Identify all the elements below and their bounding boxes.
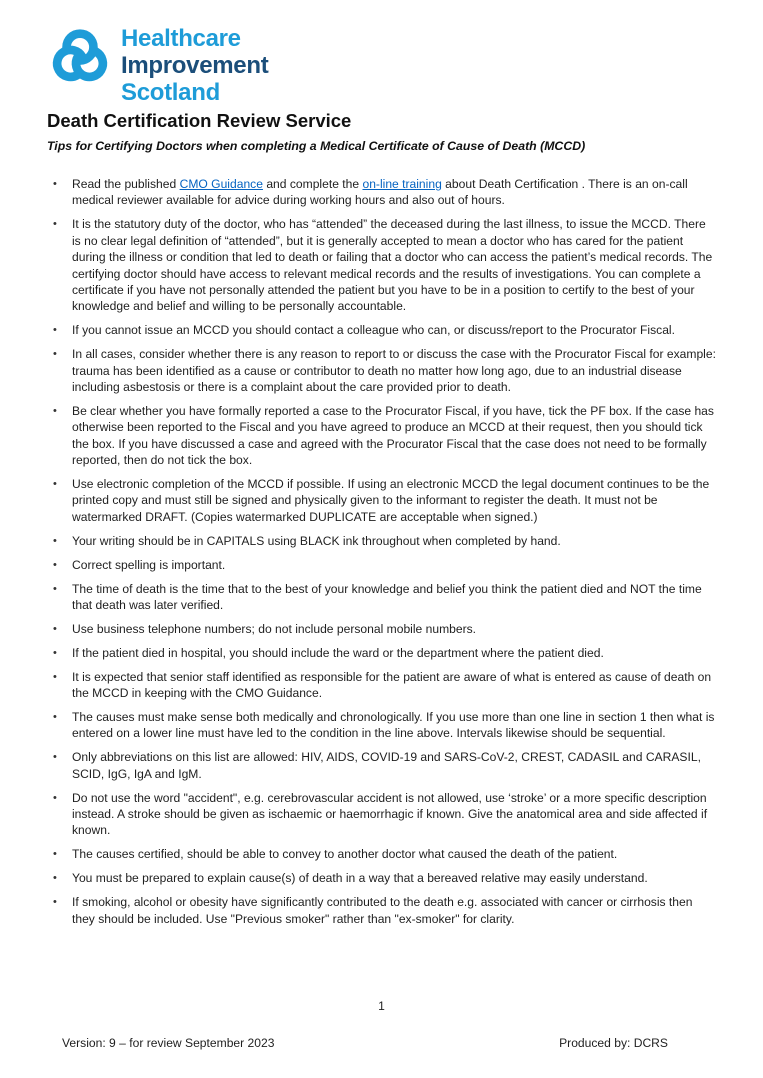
logo-word-healthcare: Healthcare: [121, 25, 241, 52]
page-title: Death Certification Review Service: [47, 110, 352, 131]
tip-text: Be clear whether you have formally reported a case to the Procurator Fiscal, if you have, tick the PF box. If the case has otherwise been reported to the Fiscal and you have agreed to produce an MCCD at their request, then you should tick the box. If you have discussed a case and agreed with the Procurator Fiscal that the case does not need to be formally reported, then do not tick the box.: [72, 403, 714, 468]
logo-word-scotland: Scotland: [121, 79, 220, 106]
tip-text: You must be prepared to explain cause(s) of death in a way that a bereaved relative may easily understand.: [72, 871, 648, 886]
tip-item: [47, 749, 717, 782]
tip-text: Use electronic completion of the MCCD if possible. If using an electronic MCCD the legal document continues to be the printed copy and must still be signed and physically given to the informant to register the death. It must not be watermarked DRAFT. (Copies watermarked DUPLICATE are acceptable when signed.): [72, 477, 710, 524]
tip-item: [47, 790, 717, 839]
tip-text: Do not use the word "accident", e.g. cerebrovascular accident is not allowed, use ‘stroke’ or a more specific description instead. A stroke should be given as ischaemic or haemorrhagic if known. Give the anatomical area and side affected if known.: [72, 790, 708, 838]
tip-text: It is the statutory duty of the doctor, who has “attended” the deceased during the last illness, to issue the MCCD. There is no clear legal definition of “attended”, but it is generally accepted to mean a doctor who has cared for the patient during the illness or condition that led to death or failing that a doctor who can access the patient’s medical records. The certifying doctor should have access to relevant medical records and the results of investigations. You can complete a certificate if you have not personally attended the patient but you have to be in a position to certify to the best of your knowledge and belief and willing to be personally accountable.: [72, 217, 713, 314]
tip-text: and complete the: [262, 177, 363, 191]
tip-item: [47, 581, 717, 614]
footer-version: Version: 9 – for review September 2023: [62, 1036, 275, 1050]
tip-item: [47, 894, 717, 927]
tip-item: [47, 846, 717, 862]
logo: [46, 25, 268, 106]
footer-produced-by: Produced by: DCRS: [559, 1036, 668, 1050]
page-subtitle: Tips for Certifying Doctors when completing a Medical Certificate of Cause of Death (MCCD): [47, 139, 586, 153]
tip-text: Your writing should be in CAPITALS using BLACK ink throughout when completed by hand.: [72, 533, 561, 548]
tip-text: The causes must make sense both medically and chronologically. If you use more than one line in section 1 then what is entered on a lower line must have led to the condition in the line above. Intervals likewise should be sequential.: [72, 709, 715, 741]
page-number: 1: [378, 999, 385, 1013]
tip-text: The causes certified, should be able to convey to another doctor what caused the death of the patient.: [72, 847, 618, 862]
tip-text: Correct spelling is important.: [72, 557, 226, 572]
logo-word-improvement: Improvement: [121, 52, 269, 79]
tip-item: [47, 557, 717, 573]
tip-text: Use business telephone numbers; do not include personal mobile numbers.: [72, 621, 477, 636]
tip-item: [47, 322, 717, 338]
his-knot-icon: [46, 26, 114, 90]
tip-item: [47, 216, 717, 314]
logo-wordmark: [121, 25, 268, 106]
online-training-link[interactable]: on-line training: [362, 177, 442, 191]
tip-text: If you cannot issue an MCCD you should contact a colleague who can, or discuss/report to the Procurator Fiscal.: [72, 323, 675, 338]
cmo-guidance-link[interactable]: CMO Guidance: [179, 177, 263, 191]
tip-item: [47, 476, 717, 525]
footer: [62, 1036, 668, 1050]
tips-list: [47, 176, 717, 934]
tip-item: [47, 645, 717, 661]
tip-item: [47, 533, 717, 549]
tip-text: If the patient died in hospital, you should include the ward or the department where the patient died.: [72, 645, 604, 660]
tip-text: about Death Certification . There is an on-call medical reviewer available for advice during working hours and also out of hours.: [72, 177, 688, 208]
tip-text: It is expected that senior staff identified as responsible for the patient are aware of what is entered as cause of death on the MCCD in keeping with the CMO Guidance.: [72, 669, 712, 701]
tip-item: [47, 870, 717, 886]
tip-item: [47, 403, 717, 469]
tip-item: [47, 621, 717, 637]
tip-item: [47, 346, 717, 395]
tip-text: If smoking, alcohol or obesity have significantly contributed to the death e.g. associated with cancer or cirrhosis then they should be included. Use "Previous smoker" rather than "ex-smoker" for clarity.: [72, 895, 693, 926]
tip-item: [47, 709, 717, 742]
tip-text: Read the published: [72, 177, 180, 191]
tip-text: The time of death is the time that to the best of your knowledge and belief you think the patient died and NOT the time that death was later verified.: [72, 581, 702, 612]
tip-item: [47, 669, 717, 702]
tip-text: In all cases, consider whether there is any reason to report to or discuss the case with the Procurator Fiscal for example: trauma has been identified as a cause or contributor to death no matter how long ago, due to an industrial disease including asbestosis or there is a complaint about the care provided prior to death.: [72, 347, 716, 394]
tip-item: [47, 176, 717, 209]
tip-text: Only abbreviations on this list are allowed: HIV, AIDS, COVID-19 and SARS-CoV-2, CREST, CADASIL and CARASIL, SCID, IgG, IgA and IgM.: [72, 750, 701, 781]
